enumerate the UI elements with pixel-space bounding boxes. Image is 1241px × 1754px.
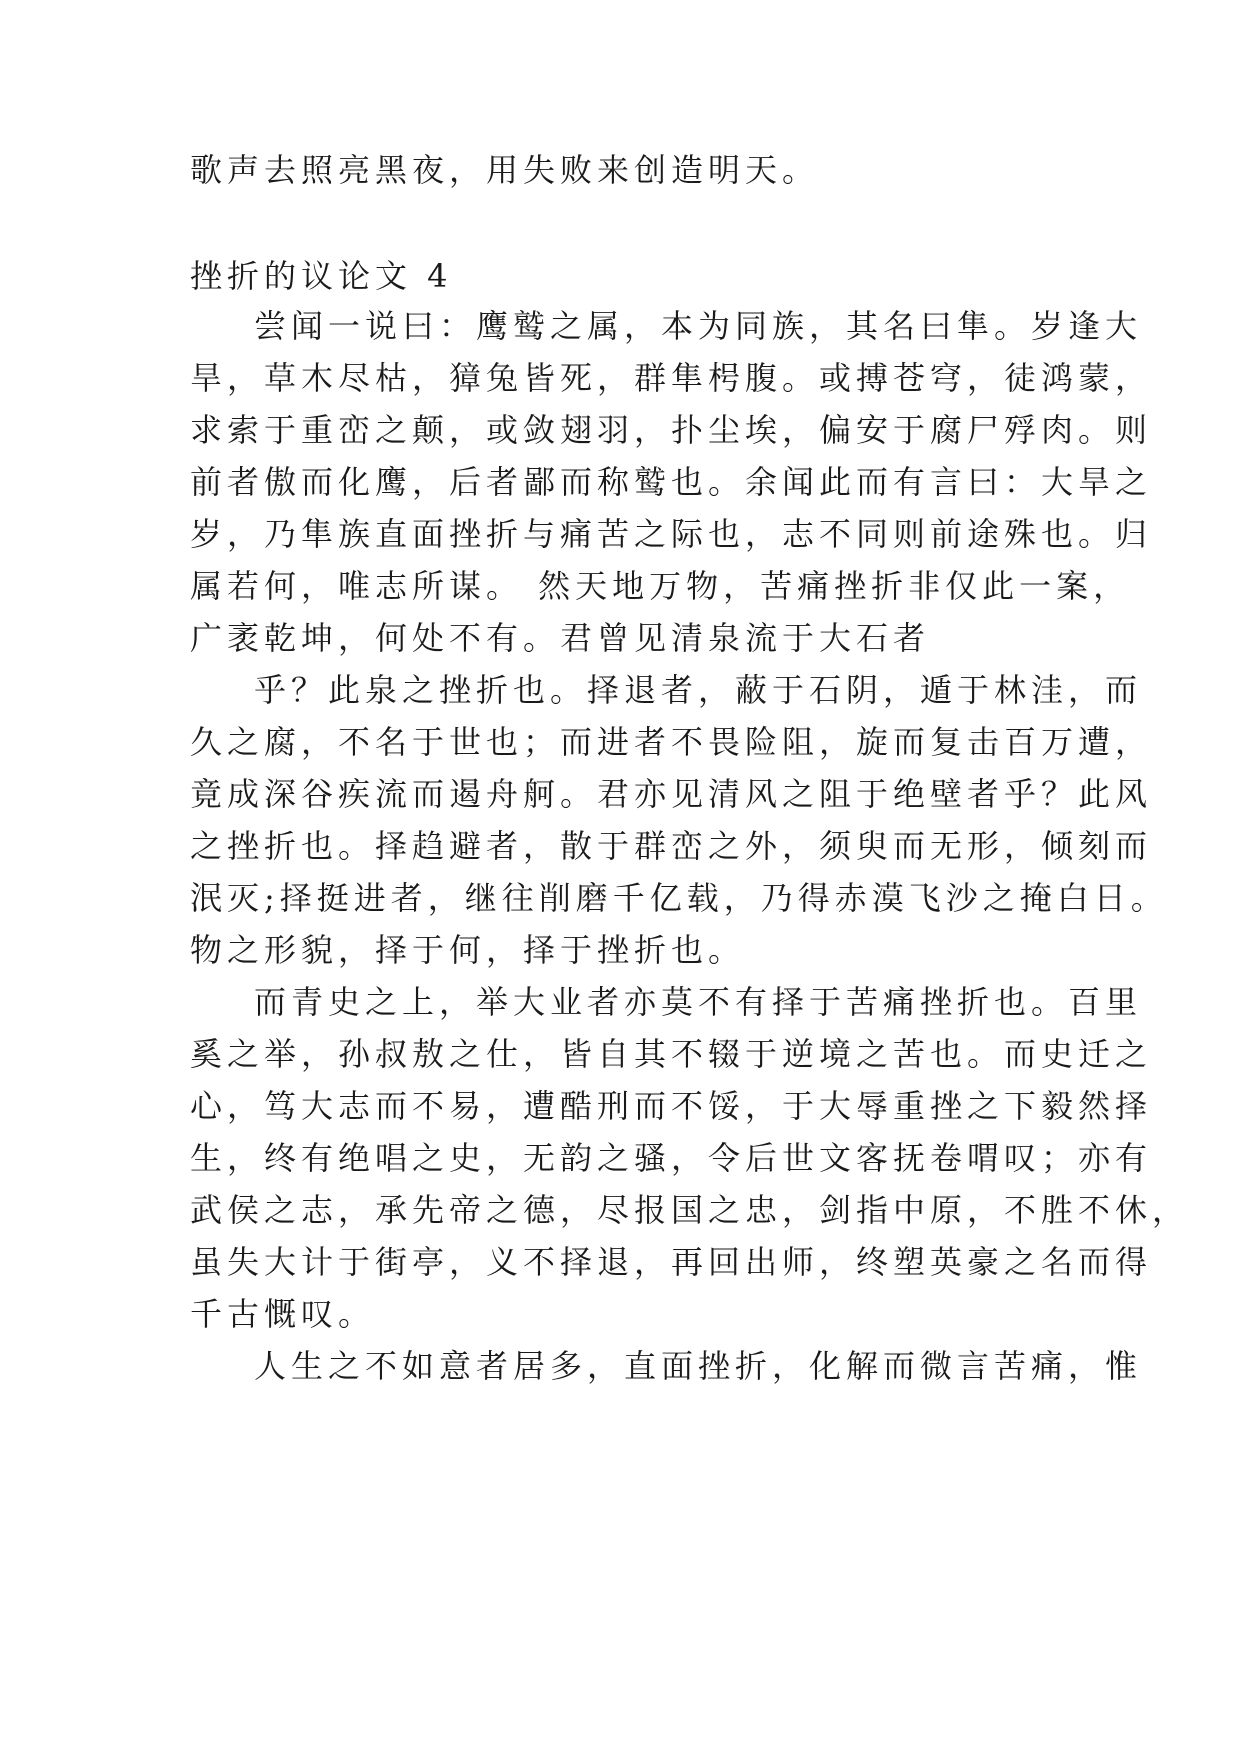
text-line: 心，笃大志而不易，遭酷刑而不馁，于大辱重挫之下毅然择 (190, 1087, 1153, 1125)
text-line: 物之形貌，择于何，择于挫折也。 (190, 931, 746, 969)
text-line: 属若何，唯志所谋。 然天地万物，苦痛挫折非仅此一案， (190, 567, 1131, 605)
text-line: 歌声去照亮黑夜，用失败来创造明天。 (190, 151, 820, 189)
text-line: 岁，乃隼族直面挫折与痛苦之际也，志不同则前途殊也。归 (190, 515, 1153, 553)
text-line: 竟成深谷疾流而遏舟舸。君亦见清风之阻于绝壁者乎？此风 (190, 775, 1153, 813)
text-line: 久之腐，不名于世也；而进者不畏险阻，旋而复击百万遭， (190, 723, 1153, 761)
section-heading: 挫折的议论文 4 (190, 257, 453, 295)
text-line: 求索于重峦之颠，或敛翅羽，扑尘埃，偏安于腐尸殍肉。则 (190, 411, 1153, 449)
text-line: 奚之举，孙叔敖之仕，皆自其不辍于逆境之苦也。而史迁之 (190, 1035, 1153, 1073)
text-line: 千古慨叹。 (190, 1295, 376, 1333)
text-line: 虽失大计于街亭，义不择退，再回出师，终塑英豪之名而得 (190, 1243, 1153, 1281)
text-line: 前者傲而化鹰，后者鄙而称鹫也。余闻此而有言曰：大旱之 (190, 463, 1153, 501)
text-line: 广袤乾坤，何处不有。君曾见清泉流于大石者 (190, 619, 931, 657)
text-line: 旱，草木尽枯，獐兔皆死，群隼枵腹。或搏苍穹，徒鸿蒙， (190, 359, 1153, 397)
text-line: 生，终有绝唱之史，无韵之骚，令后世文客抚卷喟叹；亦有 (190, 1139, 1153, 1177)
text-line: 武侯之志，承先帝之德，尽报国之忠，剑指中原，不胜不休， (190, 1191, 1190, 1229)
text-line: 而青史之上，举大业者亦莫不有择于苦痛挫折也。百里 (254, 983, 1143, 1021)
text-line: 泯灭;择挺进者，继往削磨千亿载，乃得赤漠飞沙之掩白日。 (190, 879, 1168, 917)
text-line: 尝闻一说曰：鹰鹫之属，本为同族，其名曰隼。岁逢大 (254, 307, 1143, 345)
text-line: 人生之不如意者居多，直面挫折，化解而微言苦痛，惟 (254, 1347, 1143, 1385)
text-line: 乎？此泉之挫折也。择退者，蔽于石阴，遁于林洼，而 (254, 671, 1143, 709)
text-line: 之挫折也。择趋避者，散于群峦之外，须臾而无形，倾刻而 (190, 827, 1153, 865)
